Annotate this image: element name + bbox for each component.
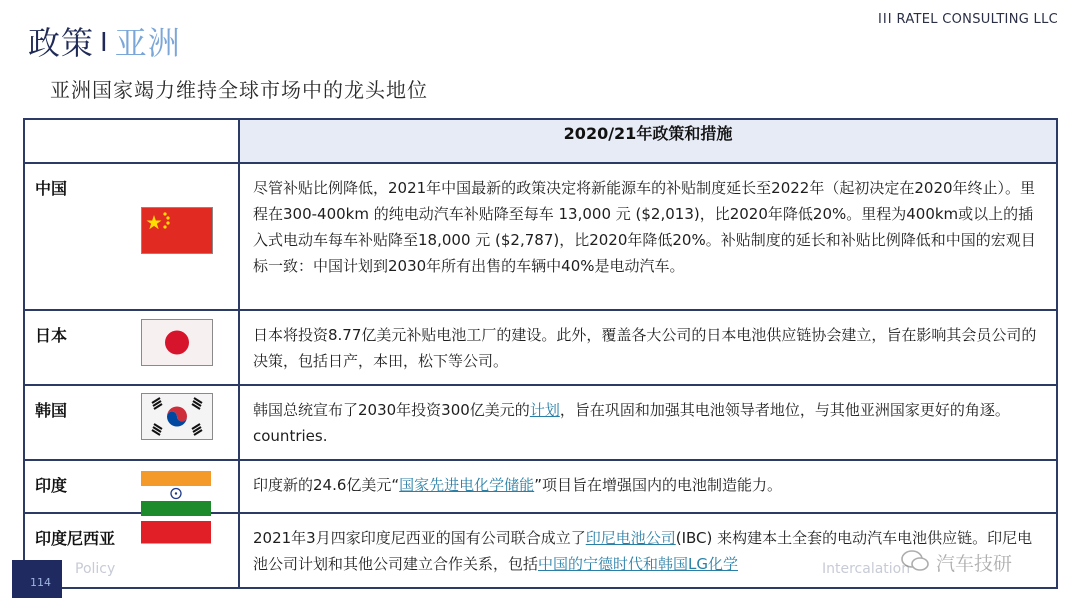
brand-bars-icon: III (878, 12, 893, 27)
japan-flag-icon (141, 319, 213, 366)
policy-text-part: ”项目旨在增强国内的电池制造能力。 (534, 476, 782, 494)
wechat-icon (900, 548, 930, 574)
watermark-text: 汽车技研 (936, 553, 1013, 575)
china-flag-icon (141, 207, 213, 254)
page-title (28, 18, 181, 64)
table-header-row (24, 119, 1057, 163)
country-name: 日本 (35, 326, 68, 345)
footer-topic-label: Intercalation (822, 561, 911, 577)
policy-text-part: ，旨在巩固和加强其电池领导者地位，与其他亚洲国家更好的角逐。 countries. (253, 401, 1010, 445)
table-corner (24, 119, 239, 163)
policy-text: 尽管补贴比例降低，2021年中国最新的政策决定将新能源车的补贴制度延长至2022年（起初决定在2020年终止）。里程在300-400km 的纯电动汽车补贴降至每车 13,000 元 ($2,013)，比2020年降低20%。里程为400km或以上的插入式电动车每车补贴降至18,000 元 ($2,787)，比2020年降低20%。补贴制度的延长和补贴比例降低和中国的宏观目标一致：中国计划到2030年所有出售的车辆中40%是电动汽车。 (239, 163, 1057, 310)
policy-text-part: 印度新的24.6亿美元“ (253, 476, 400, 494)
title-sub: 亚洲 (114, 24, 181, 62)
page-number: 114 (30, 576, 51, 589)
policy-text-part: 韩国总统宣布了2030年投资300亿美元的 (253, 401, 530, 419)
country-cell (24, 310, 239, 385)
country-cell (24, 460, 239, 513)
country-name: 韩国 (35, 401, 68, 420)
korea-flag-icon (141, 393, 213, 440)
page-number-box (12, 560, 62, 598)
policy-text (239, 385, 1057, 460)
page-subtitle: 亚洲国家竭力维持全球市场中的龙头地位 (50, 78, 428, 102)
table-row (24, 460, 1057, 513)
policy-table (23, 118, 1058, 589)
country-name: 印度尼西亚 (35, 529, 116, 548)
brand-logo (878, 12, 1058, 27)
policy-text (239, 460, 1057, 513)
policy-text-part: (IBC) 来构建本土全套的电动汽车电池供应链。印尼电池公司计划和其他公司建立合作关系，包括 (253, 529, 1033, 573)
india-program-link[interactable]: 国家先进电化学储能 (399, 476, 535, 494)
title-main: 政策 (28, 24, 95, 62)
catl-lg-link[interactable]: 中国的宁德时代和韩国LG化学 (538, 555, 738, 573)
policy-text-part: 2021年3月四家印度尼西亚的国有公司联合成立了 (253, 529, 586, 547)
table-row (24, 310, 1057, 385)
table-row (24, 163, 1057, 310)
footer-section-label: Policy (75, 561, 116, 577)
ibc-link[interactable]: 印尼电池公司 (585, 529, 676, 547)
column-header: 2020/21年政策和措施 (239, 119, 1057, 163)
india-flag-icon (141, 471, 211, 516)
title-separator: I (100, 28, 109, 58)
brand-name: RATEL CONSULTING LLC (896, 12, 1058, 27)
country-name: 印度 (35, 476, 68, 495)
indonesia-flag-icon (141, 521, 211, 566)
country-cell (24, 163, 239, 310)
policy-text: 日本将投资8.77亿美元补贴电池工厂的建设。此外，覆盖各大公司的日本电池供应链协会建立，旨在影响其会员公司的决策，包括日产，本田，松下等公司。 (239, 310, 1057, 385)
country-cell (24, 385, 239, 460)
country-name: 中国 (35, 179, 68, 198)
table-row (24, 385, 1057, 460)
korea-plan-link[interactable]: 计划 (529, 401, 560, 419)
watermark (900, 544, 1060, 580)
